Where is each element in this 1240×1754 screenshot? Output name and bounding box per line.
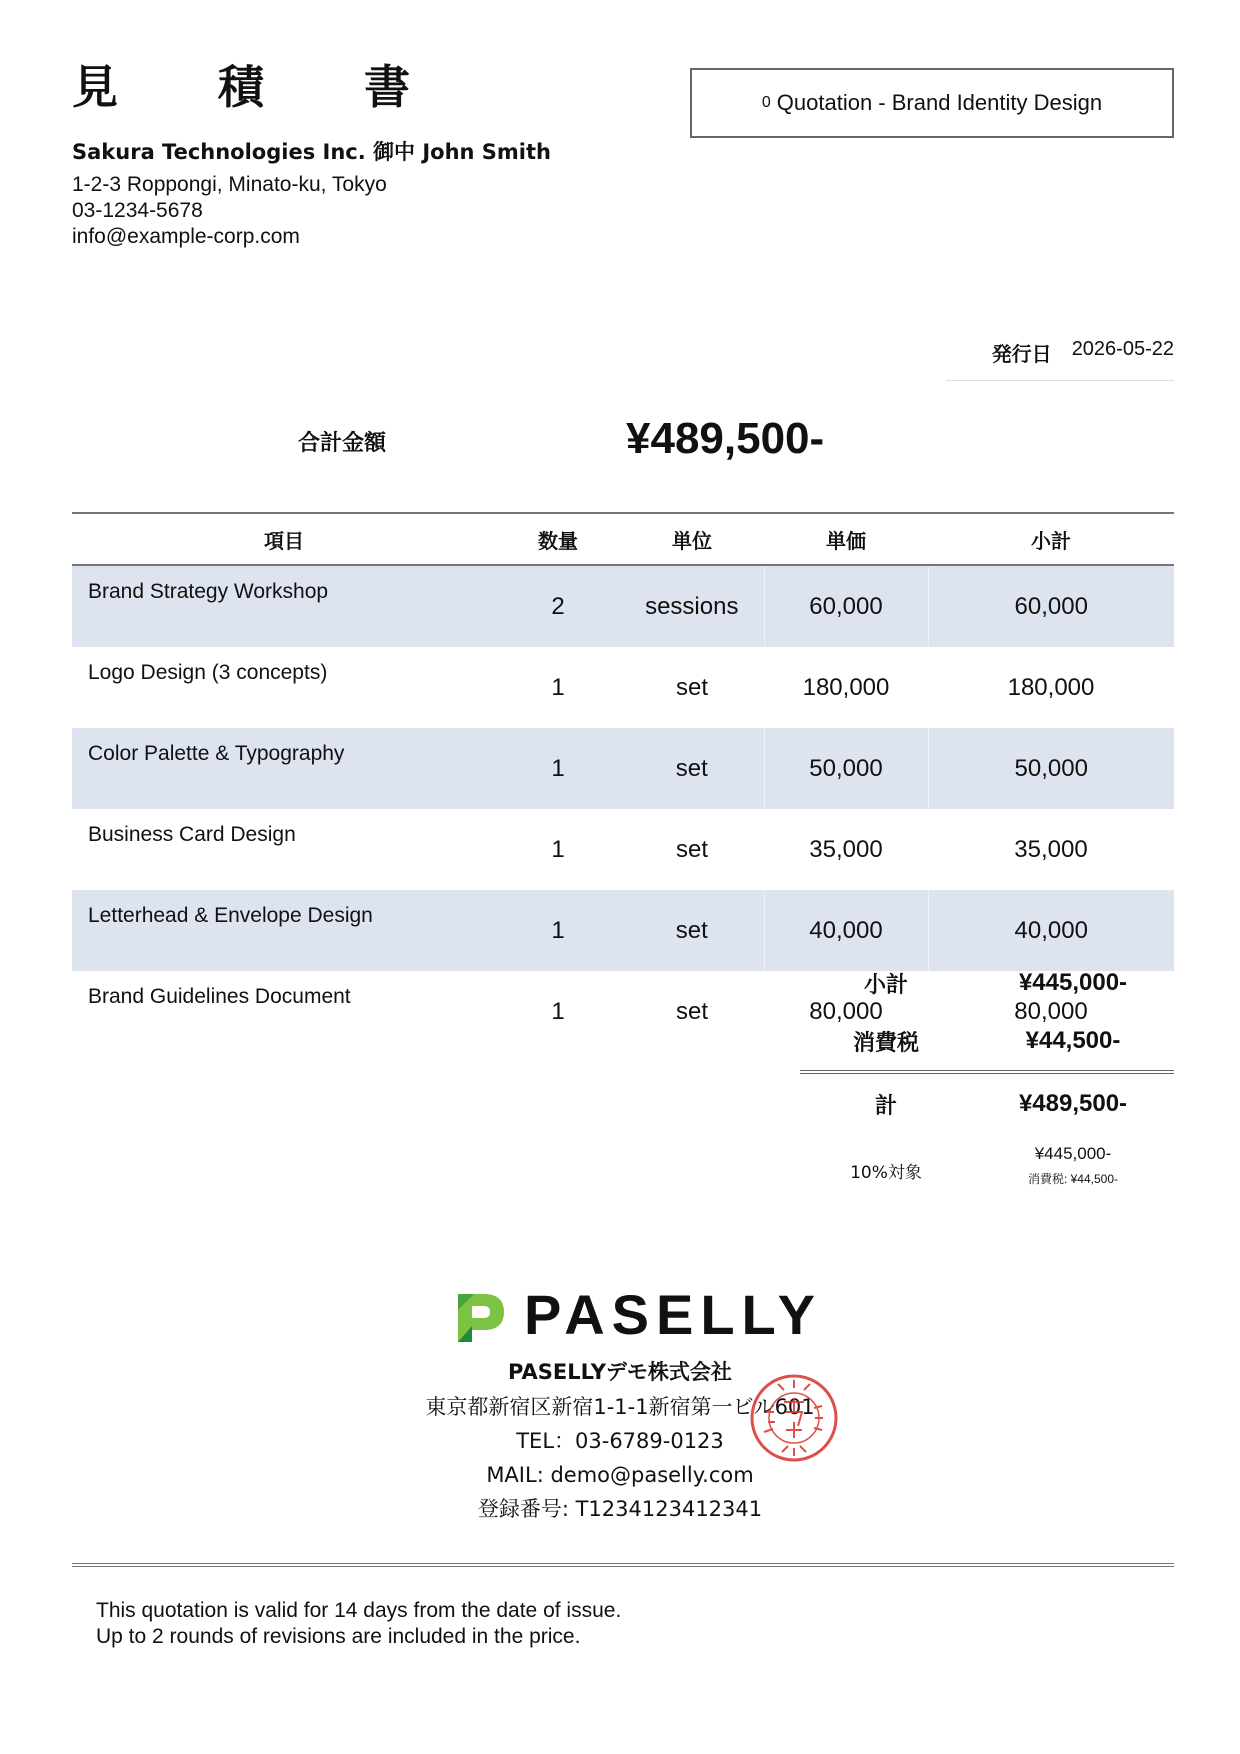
- cell-subtotal: 80,000: [1014, 997, 1088, 1025]
- note-line: This quotation is valid for 14 days from the date of issue.: [96, 1599, 622, 1622]
- cell-subtotal: 35,000: [1014, 835, 1088, 863]
- cell-price: 40,000: [764, 890, 928, 971]
- cell-qty: 1: [551, 997, 565, 1025]
- summary-tax-label: 消費税: [852, 1030, 919, 1056]
- cell-unit: set: [675, 673, 708, 701]
- subject-number: 0: [761, 94, 771, 111]
- cell-item: Logo Design (3 concepts): [88, 661, 328, 684]
- cell-qty: 1: [551, 835, 565, 863]
- logo-mark-icon: [454, 1286, 510, 1344]
- total-amount-value: ¥489,500-: [626, 414, 825, 463]
- table-row: [72, 728, 1174, 809]
- tax-amount-small: 消費税: ¥44,500-: [1027, 1172, 1119, 1186]
- tax-base-amount: ¥445,000-: [1034, 1144, 1112, 1163]
- summary-tax-row: [800, 1012, 1174, 1070]
- summary-subtotal-label: 小計: [863, 972, 908, 998]
- header-subtotal: 小計: [928, 513, 1174, 565]
- tax-rate-label: 10%対象: [850, 1163, 922, 1183]
- cell-item: Business Card Design: [88, 823, 296, 846]
- cell-item: Brand Strategy Workshop: [72, 565, 496, 647]
- issuer-name: PASELLYデモ株式会社: [508, 1360, 732, 1384]
- header-unit: 単位: [620, 513, 764, 565]
- cell-qty: 1: [496, 890, 620, 971]
- document-title: 見 積 書: [72, 60, 453, 114]
- cell-item: Color Palette & Typography: [72, 728, 496, 809]
- cell-subtotal: 60,000: [928, 565, 1174, 647]
- cell-unit: sessions: [620, 565, 764, 647]
- summary-tax-value: ¥44,500-: [1025, 1027, 1121, 1054]
- issuer-mail: MAIL: demo@paselly.com: [486, 1463, 754, 1487]
- summary-total-value: ¥489,500-: [1018, 1090, 1128, 1117]
- total-amount-label: 合計金額: [298, 431, 387, 456]
- cell-price: 50,000: [764, 728, 928, 809]
- summary-total-label: 計: [874, 1093, 897, 1119]
- summary-subtotal-value: ¥445,000-: [1018, 969, 1128, 996]
- note-line: Up to 2 rounds of revisions are included in the price.: [96, 1625, 581, 1648]
- cell-unit: set: [620, 728, 764, 809]
- cell-subtotal: 50,000: [928, 728, 1174, 809]
- summary-total-row: [800, 1070, 1174, 1134]
- client-address: 1-2-3 Roppongi, Minato-ku, Tokyo: [72, 173, 387, 196]
- client-phone: 03-1234-5678: [72, 199, 203, 222]
- subject-text: Quotation - Brand Identity Design: [776, 90, 1103, 115]
- summary-block: [800, 954, 1174, 1187]
- client-name: Sakura Technologies Inc. 御中 John Smith: [72, 140, 551, 164]
- table-row: [72, 565, 1174, 647]
- cell-subtotal: 40,000: [928, 890, 1174, 971]
- summary-subtotal-row: [800, 954, 1174, 1012]
- cell-unit: set: [675, 997, 708, 1025]
- seal-stamp-icon: [748, 1372, 840, 1464]
- issuer-block: [0, 1356, 1240, 1526]
- cell-qty: 1: [551, 673, 565, 701]
- cell-item: Brand Guidelines Document: [88, 985, 351, 1008]
- cell-unit: set: [620, 890, 764, 971]
- company-logo: [454, 1282, 822, 1347]
- issuer-address: 東京都新宿区新宿1-1-1新宿第一ビル601: [425, 1395, 815, 1419]
- issue-date-label: 発行日: [991, 342, 1052, 366]
- cell-qty: 2: [496, 565, 620, 647]
- tax-breakdown: [972, 1144, 1174, 1187]
- header-item: 項目: [72, 513, 496, 565]
- cell-price: 60,000: [764, 565, 928, 647]
- cell-subtotal: 180,000: [1007, 673, 1095, 701]
- header-price: 単価: [764, 513, 928, 565]
- tax-breakdown-row: [800, 1144, 1174, 1187]
- cell-price: 35,000: [809, 835, 883, 863]
- notes-block: [96, 1598, 621, 1650]
- subject-box: [690, 68, 1174, 138]
- cell-price: 80,000: [809, 997, 883, 1025]
- table-header-row: [72, 513, 1174, 565]
- cell-unit: set: [675, 835, 708, 863]
- footer-divider: [72, 1563, 1174, 1567]
- table-row: [72, 647, 1174, 728]
- logo-wordmark: PASELLY: [524, 1283, 822, 1346]
- client-info: [72, 172, 387, 250]
- cell-item: Letterhead & Envelope Design: [72, 890, 496, 971]
- cell-qty: 1: [496, 728, 620, 809]
- issue-date-value: 2026-05-22: [1071, 338, 1174, 360]
- header-qty: 数量: [496, 513, 620, 565]
- issuer-tel: TEL：03-6789-0123: [516, 1429, 724, 1453]
- issue-date-row: [946, 338, 1174, 381]
- client-email: info@example-corp.com: [72, 225, 300, 248]
- issuer-registration: 登録番号: T1234123412341: [477, 1497, 763, 1521]
- company-seal-stamp: [748, 1372, 840, 1468]
- table-row: [72, 809, 1174, 890]
- cell-price: 180,000: [802, 673, 890, 701]
